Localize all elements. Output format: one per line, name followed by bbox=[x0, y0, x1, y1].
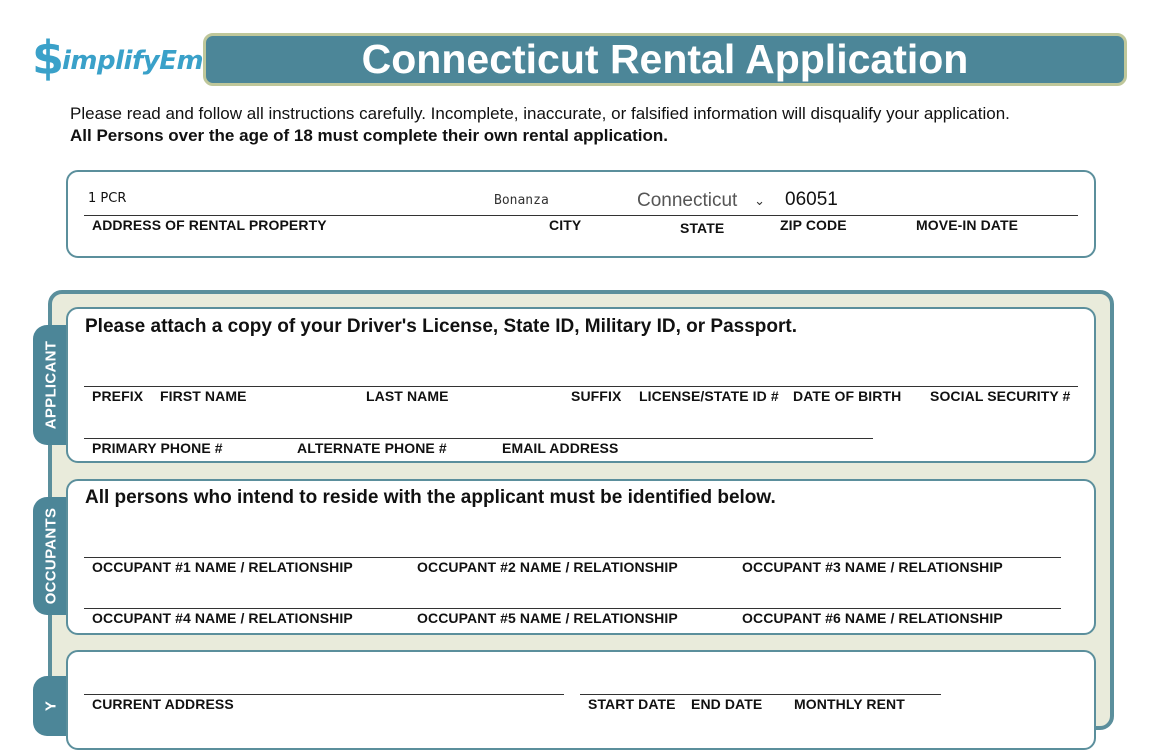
city-label: CITY bbox=[549, 217, 582, 233]
tab-history: Y bbox=[33, 676, 69, 736]
chevron-down-icon: ⌄ bbox=[754, 193, 765, 208]
property-underline bbox=[84, 215, 1078, 216]
instructions-line-2: All Persons over the age of 18 must complete their own rental application. bbox=[70, 126, 668, 145]
tab-applicant: APPLICANT bbox=[33, 325, 69, 445]
instructions-line-1: Please read and follow all instructions carefully. Incomplete, inaccurate, or falsified information will disqualify your application. bbox=[70, 104, 1010, 123]
occupant-5-label: OCCUPANT #5 NAME / RELATIONSHIP bbox=[417, 610, 678, 626]
state-select-value: Connecticut bbox=[637, 190, 738, 211]
state-label: STATE bbox=[680, 220, 725, 236]
suffix-label: SUFFIX bbox=[571, 388, 622, 404]
tab-occupants: OCCUPANTS bbox=[33, 497, 69, 615]
address-field[interactable]: 1 PCR bbox=[88, 191, 127, 206]
state-select[interactable] bbox=[637, 189, 767, 213]
email-label: EMAIL ADDRESS bbox=[502, 440, 619, 456]
ssn-label: SOCIAL SECURITY # bbox=[930, 388, 1071, 404]
move-in-date-label: MOVE-IN DATE bbox=[916, 217, 1019, 233]
first-name-label: FIRST NAME bbox=[160, 388, 247, 404]
city-field[interactable]: Bonanza bbox=[494, 193, 549, 208]
occupant-3-label: OCCUPANT #3 NAME / RELATIONSHIP bbox=[742, 559, 1003, 575]
applicant-underline-2 bbox=[84, 438, 873, 439]
rental-property-section bbox=[66, 170, 1096, 258]
alternate-phone-label: ALTERNATE PHONE # bbox=[297, 440, 447, 456]
occupant-6-label: OCCUPANT #6 NAME / RELATIONSHIP bbox=[742, 610, 1003, 626]
logo-text: implifyEm bbox=[62, 46, 204, 76]
address-label: ADDRESS OF RENTAL PROPERTY bbox=[92, 217, 327, 233]
applicant-heading: Please attach a copy of your Driver's License, State ID, Military ID, or Passport. bbox=[85, 316, 797, 337]
prefix-label: PREFIX bbox=[92, 388, 144, 404]
monthly-rent-label: MONTHLY RENT bbox=[794, 696, 905, 712]
instructions bbox=[70, 103, 1010, 147]
start-date-label: START DATE bbox=[588, 696, 676, 712]
dob-label: DATE OF BIRTH bbox=[793, 388, 902, 404]
occupant-2-label: OCCUPANT #2 NAME / RELATIONSHIP bbox=[417, 559, 678, 575]
simplifyem-logo bbox=[32, 31, 204, 85]
occupants-underline-1 bbox=[84, 557, 1061, 558]
license-label: LICENSE/STATE ID # bbox=[639, 388, 779, 404]
applicant-underline-1 bbox=[84, 386, 1078, 387]
occupants-heading: All persons who intend to reside with the applicant must be identified below. bbox=[85, 487, 776, 508]
zip-field[interactable]: 06051 bbox=[785, 189, 838, 210]
occupant-4-label: OCCUPANT #4 NAME / RELATIONSHIP bbox=[92, 610, 353, 626]
dollar-logo-icon: $ bbox=[32, 31, 65, 85]
page-title: Connecticut Rental Application bbox=[361, 36, 969, 82]
history-underline-dates bbox=[580, 694, 941, 695]
zip-label: ZIP CODE bbox=[780, 217, 847, 233]
occupant-1-label: OCCUPANT #1 NAME / RELATIONSHIP bbox=[92, 559, 353, 575]
last-name-label: LAST NAME bbox=[366, 388, 449, 404]
current-address-label: CURRENT ADDRESS bbox=[92, 696, 234, 712]
history-underline-address bbox=[84, 694, 564, 695]
primary-phone-label: PRIMARY PHONE # bbox=[92, 440, 223, 456]
end-date-label: END DATE bbox=[691, 696, 763, 712]
occupants-underline-2 bbox=[84, 608, 1061, 609]
